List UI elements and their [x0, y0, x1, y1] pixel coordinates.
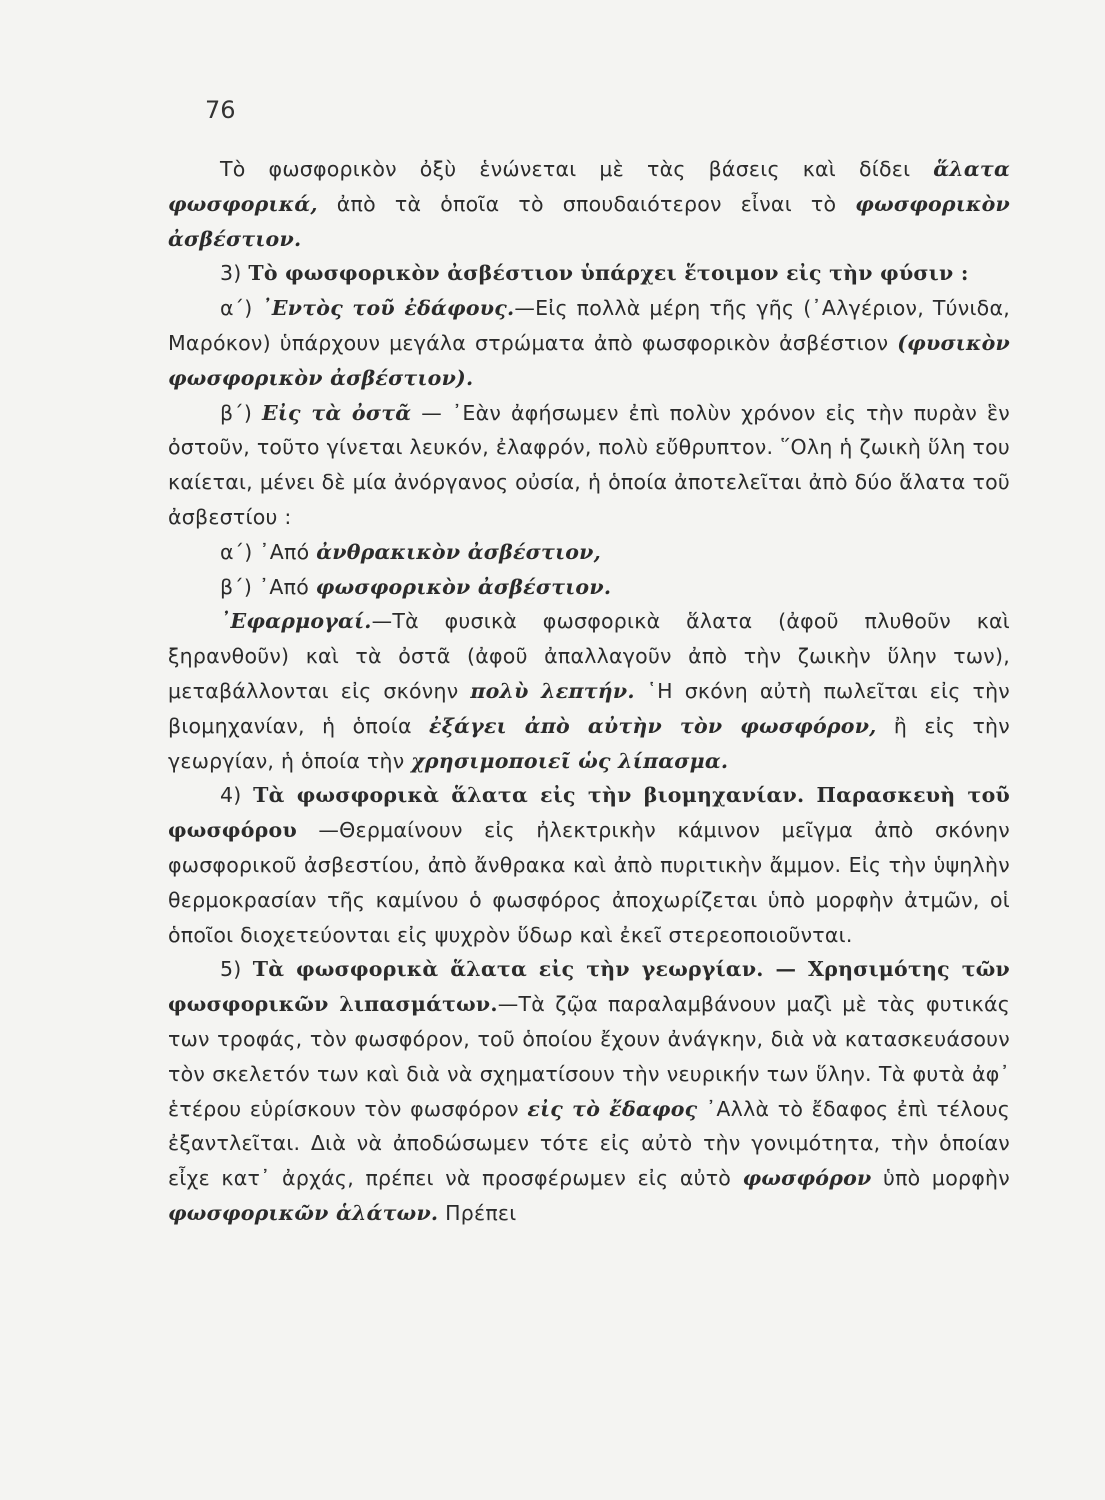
paragraph-bones: β΄) Εἰς τὰ ὀστᾶ — ᾿Εὰν ἀφήσωμεν ἐπὶ πολὺν χρόνον εἰς τὴν πυρὰν ἓν ὀστοῦν, τοῦτο γίνεται λευκόν, ἐλαφρόν, πολὺ εὔθρυπτον. ῞Ολη ἡ ζωικὴ ὕλη του καίεται, μένει δὲ μία ἀνόργανος οὐσία, ἡ ὁποία ἀποτελεῖται ἀπὸ δύο ἅλατα τοῦ ἀσβεστίου :: [168, 400, 1010, 529]
section-5-agriculture: 5) Τὰ φωσφορικὰ ἅλατα εἰς τὴν γεωργίαν. — Χρησιμότης τῶν φωσφορικῶν λιπασμάτων.—Τὰ ζῷα παραλαμβάνουν μαζὶ μὲ τὰς φυτικάς των τροφάς, τὸν φωσφόρον, τοῦ ὁποίου ἔχουν ἀνάγκην, διὰ νὰ κατασκευάσουν τὸν σκελετόν των καὶ διὰ νὰ σχηματίσουν τὴν νευρικήν των ὕλην. Τὰ φυτὰ ἀφ᾿ ἑτέρου εὑρίσκουν τὸν φωσφόρον εἰς τὸ ἔδαφος ᾿Αλλὰ τὸ ἔδαφος ἐπὶ τέλους ἐξαντλεῖται. Διὰ νὰ ἀποδώσωμεν τότε εἰς αὐτὸ τὴν γονιμότητα, τὴν ὁποίαν εἶχε κατ᾿ ἀρχάς, πρέπει νὰ προσφέρωμεν εἰς αὐτὸ φωσφόρον ὑπὸ μορφὴν φωσφορικῶν ἁλάτων. Πρέπει: [168, 957, 1010, 1225]
paragraph-soil: α΄) ᾿Εντὸς τοῦ ἐδάφους.—Εἰς πολλὰ μέρη τῆς γῆς (᾿Αλγέριον, Τύνιδα, Μαρόκον) ὑπάρχουν μεγάλα στρώματα ἀπὸ φωσφορικὸν ἀσβέστιον (φυσικὸν φωσφορικὸν ἀσβέστιον).: [168, 296, 1010, 390]
section-3-heading: 3) Τὸ φωσφορικὸν ἀσβέστιον ὑπάρχει ἕτοιμον εἰς τὴν φύσιν :: [220, 261, 969, 286]
paragraph-applications: ᾿Εφαρμογαί.—Τὰ φυσικὰ φωσφορικὰ ἅλατα (ἀφοῦ πλυθοῦν καὶ ξηρανθοῦν) καὶ τὰ ὀστᾶ (ἀφοῦ ἀπαλλαγοῦν ἀπὸ τὴν ζωικὴν ὕλην των), μεταβάλλονται εἰς σκόνην πολὺ λεπτήν. ῾Η σκόνη αὐτὴ πωλεῖται εἰς τὴν βιομηχανίαν, ἡ ὁποία ἐξάγει ἀπὸ αὐτὴν τὸν φωσφόρον, ἢ εἰς τὴν γεωργίαν, ἡ ὁποία τὴν χρησιμοποιεῖ ὡς λίπασμα.: [168, 609, 1011, 773]
section-4-industry: 4) Τὰ φωσφορικὰ ἅλατα εἰς τὴν βιομηχανίαν. Παρασκευὴ τοῦ φωσφόρου —Θερμαίνουν εἰς ἠλεκτρικὴν κάμινον μεῖγμα ἀπὸ σκόνην φωσφορικοῦ ἀσβεστίου, ἀπὸ ἄνθρακα καὶ ἀπὸ πυριτικὴν ἄμμον. Εἰς τὴν ὑψηλὴν θερμοκρασίαν τῆς καμίνου ὁ φωσφόρος ἀποχωρίζεται ὑπὸ μορφὴν ἀτμῶν, οἱ ὁποῖοι διοχετεύονται εἰς ψυχρὸν ὕδωρ καὶ ἐκεῖ στερεοποιοῦνται.: [168, 783, 1010, 947]
list-item-phosphate: β΄) ᾿Από φωσφορικὸν ἀσβέστιον.: [220, 574, 612, 599]
list-item-carbonate: α΄) ᾿Από ἀνθρακικὸν ἀσβέστιον,: [220, 539, 602, 564]
paragraph-intro: Τὸ φωσφορικὸν ὀξὺ ἑνώνεται μὲ τὰς βάσεις καὶ δίδει ἅλατα φωσφορικά, ἀπὸ τὰ ὁποῖα τὸ σπουδαιότερον εἶναι τὸ φωσφορικὸν ἀσβέστιον.: [168, 157, 1010, 251]
page-number: 76: [205, 96, 236, 124]
page-body: [168, 152, 1010, 1231]
